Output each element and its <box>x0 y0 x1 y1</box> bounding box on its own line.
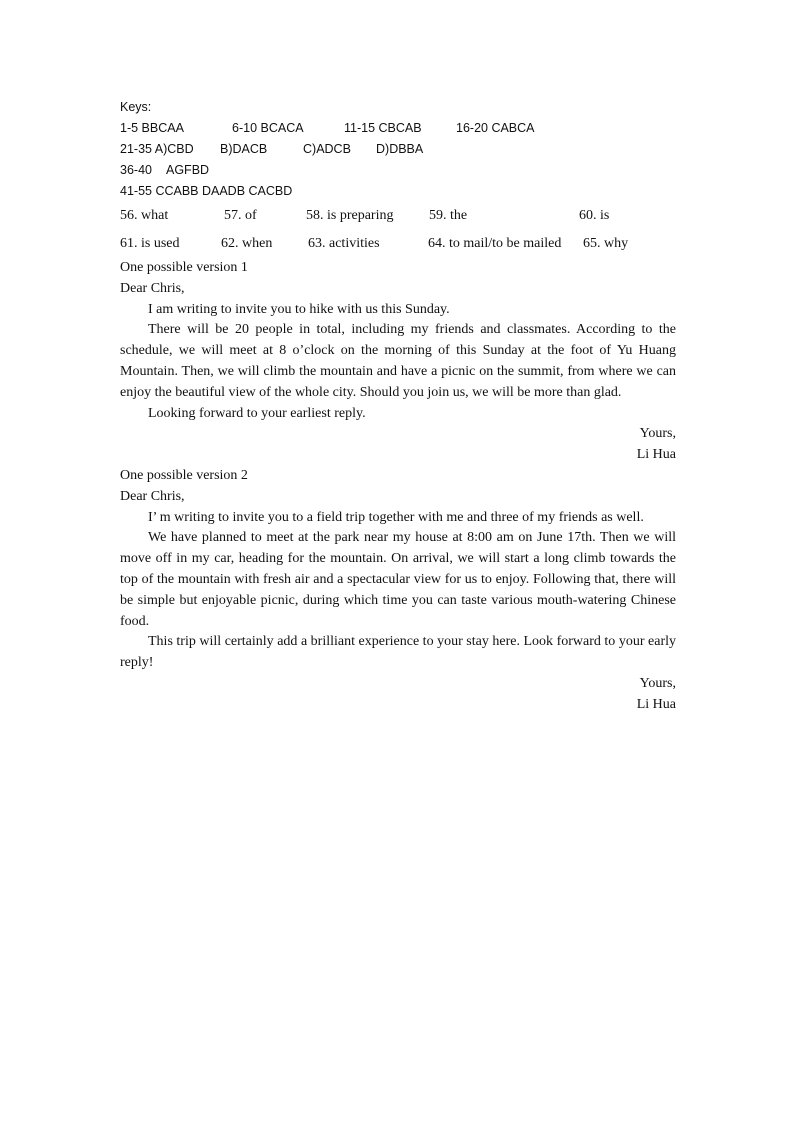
fill-answer: 62. when <box>221 236 273 251</box>
keys-heading: Keys: <box>120 100 152 114</box>
letter-paragraph: I’ m writing to invite you to a field trip together with me and three of my friends as well. <box>148 509 644 525</box>
keys-row-3 <box>120 160 680 181</box>
fill-answer: 65. why <box>583 236 629 251</box>
letter-paragraph: We have planned to meet at the park near my house at 8:00 am on June 17th. Then we will move off in my car, heading for the mountain. On arrival, we will start a long climb towards the top of the mountain with fresh air and a spectacular view for us to enjoy. Following that, there will be simple but enjoyable picnic, during which time you can taste various mouth-watering Chinese food. <box>120 530 676 629</box>
key-group: D)DBBA <box>376 142 424 156</box>
letter-version-2 <box>120 466 676 716</box>
fill-answer: 64. to mail/to be mailed <box>428 236 562 251</box>
keys-row-5 <box>120 202 680 230</box>
key-group: AGFBD <box>166 163 210 177</box>
greeting: Dear Chris, <box>120 488 185 504</box>
key-group: C)ADCB <box>303 142 351 156</box>
keys-row-1 <box>120 118 680 139</box>
fill-answer: 63. activities <box>308 236 380 251</box>
closing: Yours, <box>639 675 676 691</box>
keys-row-4: 41-55 CCABB DAADB CACBD <box>120 184 293 198</box>
version-title: One possible version 1 <box>120 260 248 275</box>
fill-answer: 59. the <box>429 208 468 223</box>
fill-answer: 57. of <box>224 208 257 223</box>
signature: Li Hua <box>636 447 676 463</box>
version-title: One possible version 2 <box>120 467 248 483</box>
key-group: B)DACB <box>220 142 268 156</box>
letter-paragraph: Looking forward to your earliest reply. <box>148 405 366 421</box>
letter-paragraph: This trip will certainly add a brilliant experience to your stay here. Look forward to your early reply! <box>120 634 676 671</box>
fill-answer: 58. is preparing <box>306 208 394 223</box>
key-group: 11-15 CBCAB <box>344 121 422 135</box>
keys-row-2 <box>120 139 680 160</box>
keys-row-6 <box>120 230 680 258</box>
fill-answer: 56. what <box>120 208 169 223</box>
key-group: 36-40 <box>120 163 152 177</box>
fill-answer: 61. is used <box>120 236 180 251</box>
key-group: 1-5 BBCAA <box>120 121 184 135</box>
letter-paragraph: There will be 20 people in total, including my friends and classmates. According to the schedule, we will meet at 8 o’clock on the morning of this Sunday at the foot of Yu Huang Mountain. Then, we will climb the mountain and have a picnic on the summit, from where we can enjoy the beautiful view of the whole city. Should you join us, we will be more than glad. <box>120 322 676 400</box>
answer-keys <box>120 97 680 258</box>
greeting: Dear Chris, <box>120 280 185 296</box>
key-group: 6-10 BCACA <box>232 121 304 135</box>
key-group: 16-20 CABCA <box>456 121 535 135</box>
fill-answer: 60. is <box>579 208 610 223</box>
letter-version-1 <box>120 258 676 466</box>
sample-letters <box>120 258 676 716</box>
signature: Li Hua <box>636 696 676 712</box>
key-group: 21-35 A)CBD <box>120 142 194 156</box>
closing: Yours, <box>639 426 676 442</box>
letter-paragraph: I am writing to invite you to hike with us this Sunday. <box>148 301 450 317</box>
